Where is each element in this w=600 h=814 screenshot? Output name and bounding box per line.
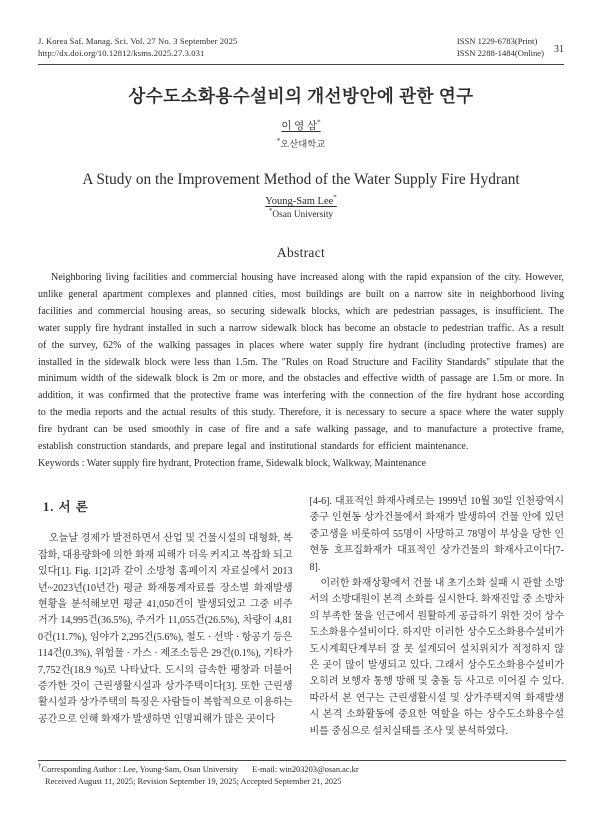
english-author-line — [38, 193, 564, 207]
korean-author: 이 영 삼* — [281, 118, 321, 132]
english-affiliation: Osan University — [272, 210, 334, 220]
english-author: Young-Sam Lee* — [265, 193, 337, 207]
right-column — [310, 494, 565, 740]
corresponding-author-line — [38, 764, 566, 776]
korean-title: 상수도소화용수설비의 개선방안에 관한 연구 — [128, 86, 474, 106]
affiliation-asterisk: * — [268, 206, 273, 215]
received-dates-line: Received August 11, 2025; Revision September 19, 2025; Accepted September 21, 2025 — [45, 777, 342, 786]
doi-link[interactable]: http://dx.doi.org/10.12812/ksms.2025.27.3.031 — [38, 47, 205, 58]
left-column — [38, 494, 293, 740]
dagger-mark: † — [38, 762, 42, 771]
page-header — [38, 36, 564, 59]
two-column-body — [38, 494, 564, 740]
korean-author-line — [38, 118, 564, 133]
section-heading-intro: 1. 서 론 — [43, 499, 89, 514]
korean-affiliation: 오산대학교 — [280, 140, 326, 150]
header-divider — [38, 64, 564, 65]
journal-citation: J. Korea Saf. Manag. Sci. Vol. 27 No. 3 September 2025 — [38, 36, 238, 46]
intro-paragraph: 오늘날 경제가 발전하면서 산업 및 건물시설의 대형화, 복잡화, 대용량화에 의한 화재 피해가 더욱 커지고 복잡화 되고 있다[1]. Fig. 1[2]과 같이 소방청 홈페이지 자료실에서 2013년~2023년(10년간) 평균 화재통계자료를 장소별 화재발생현황을 분석해보면 평균 41,050건이 발생되었고 그중 비주거가 14,995건(36.5%), 주거가 11,055건(26.5%), 차량이 4,810건(11.7%), 임야가 2,295건(5.6%), 철도 · 선박 · 항공기 등은 114건(0.3%), 위험물 · 가스 · 제조소등은 29건(0.1%), 기타가 7,752건(18.9 %)로 나타났다. 도시의 급속한 팽창과 더불어 증가한 것이 근린생활시설과 상가주택이다[3]. 또한 근린생활시설과 상가주택의 특징은 사람들이 복합적으로 이용하는 공간으로 인해 화재가 발생하면 인명피해가 많은 곳이다 — [38, 533, 293, 725]
page-number: 31 — [554, 44, 564, 55]
keywords-label: Keywords : — [38, 457, 85, 469]
issn-block — [457, 36, 544, 59]
keywords-line — [38, 456, 564, 473]
english-title: A Study on the Improvement Method of the Water Supply Fire Hydrant — [82, 171, 520, 188]
page-footer — [38, 760, 566, 788]
english-affiliation-line — [38, 206, 564, 220]
corresponding-email[interactable]: E-mail: win203203@osan.ac.kr — [252, 765, 359, 774]
intro-paragraph: [4-6]. 대표적인 화재사례로는 1999년 10월 30일 인천광역시 중구 인현동 상가건물에서 화재가 발생하여 건물 안에 있던 중고생을 비롯하여 55명이 사망하고 78명이 부상을 당한 인현동 호프집화재가 대표적인 상가건물의 화재사고이다[7-8]. — [309, 495, 564, 573]
author-asterisk: * — [333, 193, 337, 202]
author-asterisk: * — [317, 118, 321, 127]
intro-paragraph: 이러한 화재상황에서 건물 내 초기소화 실패 시 관할 소방서의 소방대원이 본격 소화를 실시한다. 화재진압 중 소방차의 부족한 물을 인근에서 원활하게 공급하기 위한 것이 상수도소화용수설비이다. 하지만 이러한 상수도소화용수설비가 도시계획단계부터 잘 못 설계되어 설치위치가 적정하지 않은 곳이 많이 발생되고 있다. 그래서 상수도소화용수설비가 오히려 보행자 통행 방해 및 충돌 등 사고로 이어질 수 있다. 따라서 본 연구는 근린생활시설 및 상가주택지역 화재발생 시 본격 소화활동에 중요한 역할을 하는 상수도소화용수설비를 중심으로 설치실태를 조사 및 분석하였다. — [309, 577, 564, 737]
journal-info-block — [38, 36, 237, 59]
korean-affiliation-line — [38, 136, 564, 150]
footer-divider — [38, 760, 566, 761]
issn-page-block — [457, 36, 564, 59]
affiliation-asterisk: * — [276, 136, 281, 145]
keywords-list: Water supply fire hydrant, Protection frame, Sidewalk block, Walkway, Maintenance — [86, 457, 427, 469]
abstract-heading: Abstract — [276, 245, 326, 260]
corresponding-author: Corresponding Author : Lee, Young-Sam, Osan University — [41, 765, 239, 774]
issn-print: ISSN 1229-6783(Print) — [456, 36, 538, 46]
abstract-body: Neighboring living facilities and commercial housing have increased along with the rapid expansion of the city. However, unlike general apartment complexes and planned cities, most buildings are built on a narrow site in neighborhood living facilities and commercial housing areas, so securing sidewalk blocks, which are pedestrian passages, is insufficient. The water supply fire hydrant installed in such a narrow sidewalk block has become an obstacle to pedestrian traffic. As a result of the survey, 62% of the walking passages in places where water supply fire hydrant (including protective frames) are installed in the sidewalk block were less than 1.5m. The "Rules on Road Structure and Facility Standards" stipulate that the minimum width of the sidewalk block is 2m or more, and the obstacles and effective width of passage are 1.5m or more. In addition, it was confirmed that the protective frame was interfering with the connection of the fire hydrant hose according to the media reports and the actual results of this study. Therefore, it is necessary to secure a space where the water supply fire hydrant can be used smoothly in case of fire and a safe walking passage, and to manufacture a protective frame, establish construction standards, and prepare legal and institutional standards for efficient maintenance. — [38, 272, 564, 453]
issn-online: ISSN 2288-1484(Online) — [456, 47, 544, 58]
